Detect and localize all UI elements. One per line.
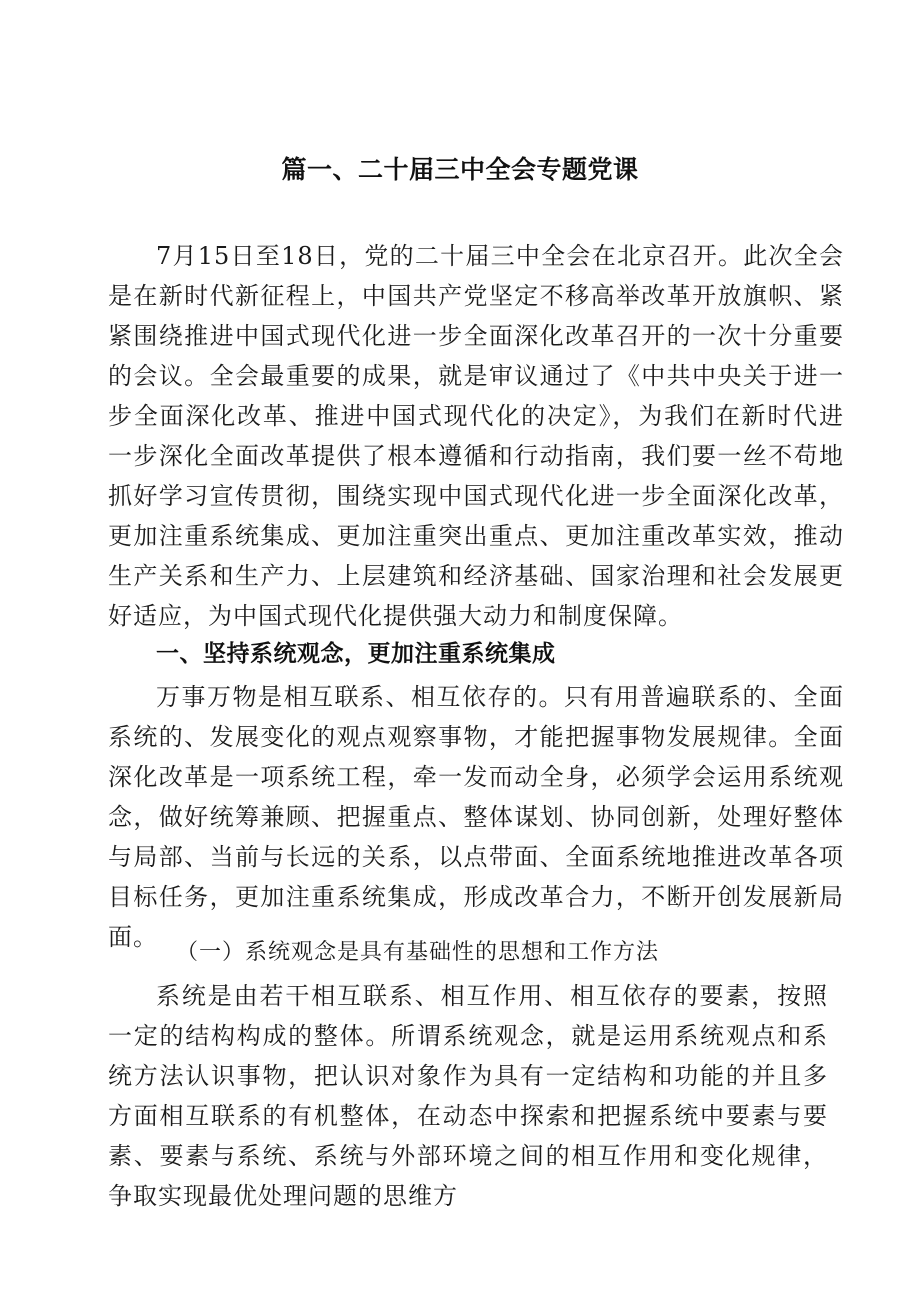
paragraph-intro: 7月15日至18日，党的二十届三中全会在北京召开。此次全会是在新时代新征程上，中国共产党坚定不移高举改革开放旗帜、紧紧围绕推进中国式现代化进一步全面深化改革召开的一次十分重要的会议。全会最重要的成果，就是审议通过了《中共中央关于进一步全面深化改革、推进中国式现代化的决定》，为我们在新时代进一步深化全面改革提供了根本遵循和行动指南，我们要一丝不苟地抓好学习宣传贯彻，围绕实现中国式现代化进一步全面深化改革，更加注重系统集成、更加注重突出重点、更加注重改革实效，推动生产关系和生产力、上层建筑和经济基础、国家治理和社会发展更好适应，为中国式现代化提供强大动力和制度保障。 xyxy=(108,242,844,630)
paragraph-subsection-1: 系统是由若干相互联系、相互作用、相互依存的要素，按照一定的结构构成的整体。所谓系统观念，就是运用系统观点和系统方法认识事物，把认识对象作为具有一定结构和功能的并且多方面相互联系的有机整体，在动态中探索和把握系统中要素与要素、要素与系统、系统与外部环境之间的相互作用和变化规律，争取实现最优处理问题的思维方 xyxy=(108,982,828,1210)
document-title: 篇一、二十届三中全会专题党课 xyxy=(281,155,639,184)
section-heading-1: 一、坚持系统观念，更加注重系统集成 xyxy=(156,641,556,667)
paragraph-section-1: 万事万物是相互联系、相互依存的。只有用普遍联系的、全面系统的、发展变化的观点观察事物，才能把握事物发展规律。全面深化改革是一项系统工程，牵一发而动全身，必须学会运用系统观念，做好统筹兼顾、把握重点、整体谋划、协同创新，处理好整体与局部、当前与长远的关系，以点带面、全面系统地推进改革各项目标任务，更加注重系统集成，形成改革合力，不断开创发展新局面。 xyxy=(108,683,844,951)
subsection-heading-1: （一）系统观念是具有基础性的思想和工作方法 xyxy=(176,940,660,965)
